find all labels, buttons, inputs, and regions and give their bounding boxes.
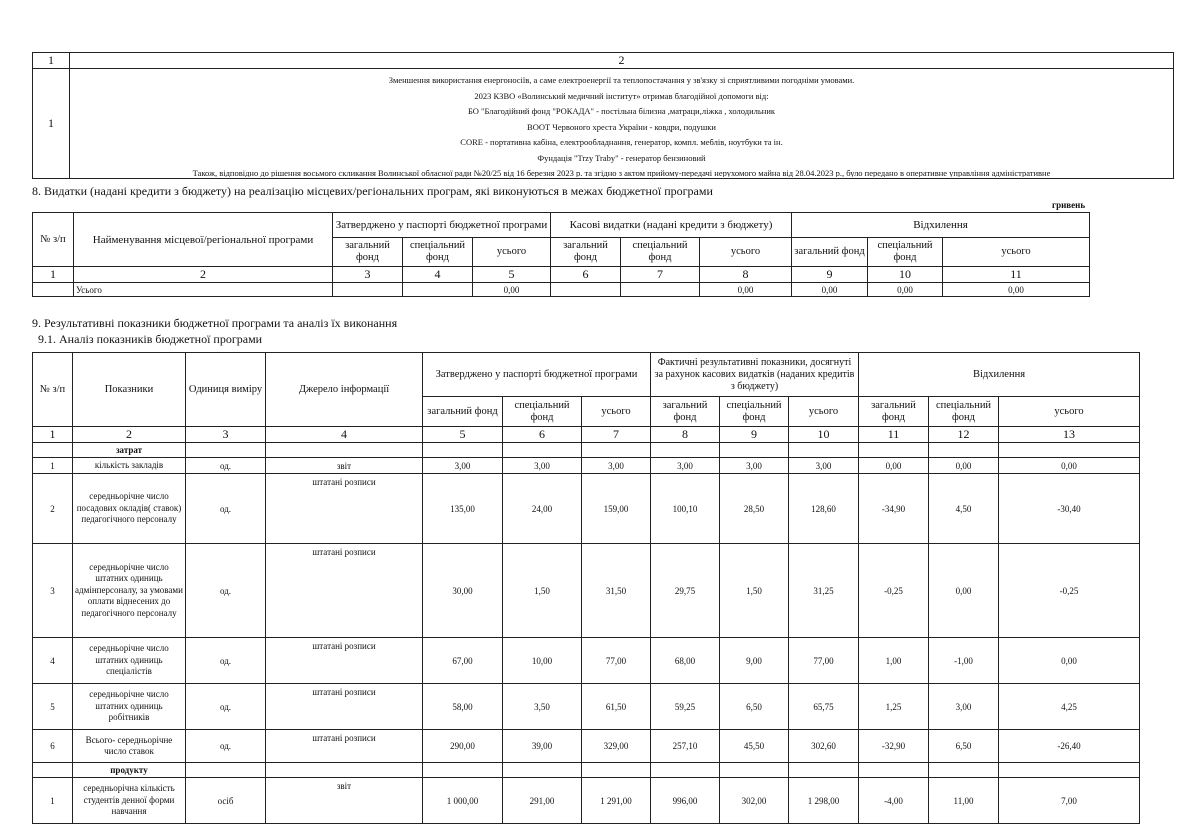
unit-of-measure: од. bbox=[186, 730, 266, 763]
col-number: 8 bbox=[700, 267, 792, 283]
total-cell bbox=[33, 283, 74, 297]
value-cell: 257,10 bbox=[651, 730, 720, 763]
header-special: спеціальний фонд bbox=[868, 238, 943, 267]
header-num: № з/п bbox=[33, 213, 74, 267]
value-cell: -1,00 bbox=[929, 638, 999, 684]
value-cell: 11,00 bbox=[929, 778, 999, 824]
indicator-name: середньорічна кількість студентів денної форми навчання bbox=[73, 778, 186, 824]
col-number: 6 bbox=[551, 267, 621, 283]
header-general: загальний фонд bbox=[333, 238, 403, 267]
col-number-1: 1 bbox=[33, 53, 70, 69]
header-special: спеціальний фонд bbox=[503, 397, 582, 427]
col-number: 7 bbox=[582, 427, 651, 443]
value-cell: 1,00 bbox=[859, 638, 929, 684]
value-cell: 3,00 bbox=[720, 458, 789, 474]
value-cell: 290,00 bbox=[423, 730, 503, 763]
col-number: 7 bbox=[621, 267, 700, 283]
total-cell: 0,00 bbox=[700, 283, 792, 297]
row-number: 4 bbox=[33, 638, 73, 684]
col-number: 12 bbox=[929, 427, 999, 443]
header-general: загальний фонд bbox=[423, 397, 503, 427]
text-line: Фундація "Trzy Traby" - генератор бензиновий bbox=[537, 152, 706, 163]
total-cell bbox=[403, 283, 473, 297]
indicator-name: Всього- середньорічне число ставок bbox=[73, 730, 186, 763]
text-line: CORE - портативна кабіна, електрообладнання, генератор, компл. меблів, ноутбуки та ін. bbox=[460, 137, 783, 147]
indicator-name: середньорічне число посадових окладів( ставок) педагогічного персоналу bbox=[73, 474, 186, 544]
category-row-product bbox=[33, 763, 1140, 778]
section-9-table bbox=[32, 352, 1140, 824]
total-cell: 0,00 bbox=[943, 283, 1090, 297]
value-cell: 100,10 bbox=[651, 474, 720, 544]
value-cell: 9,00 bbox=[720, 638, 789, 684]
header-actual: Фактичні результативні показники, досягнуті за рахунок касових видатків (наданих кредитів з бюджету) bbox=[651, 353, 859, 397]
value-cell: 291,00 bbox=[503, 778, 582, 824]
header-source: Джерело інформації bbox=[266, 353, 423, 427]
col-number: 9 bbox=[792, 267, 868, 283]
value-cell: 31,25 bbox=[789, 544, 859, 638]
category-row-costs bbox=[33, 443, 1140, 458]
col-number: 10 bbox=[868, 267, 943, 283]
section-8-table bbox=[32, 212, 1090, 297]
text-line: БО "Благодійний фонд "РОКАДА" - постільна білизна ,матраци,ліжка , холодильник bbox=[467, 106, 776, 116]
total-cell bbox=[333, 283, 403, 297]
header-special: спеціальний фонд bbox=[621, 238, 700, 267]
total-cell: 0,00 bbox=[473, 283, 551, 297]
value-cell: 996,00 bbox=[651, 778, 720, 824]
text-line: Також, відповідно до рішення восьмого скликання Волинської обласної ради №20/25 від 16 березня 2023 р. та згідно з актом прийому-передачі нерухомого майна від 28.04.2023 р., було передано в оперативне управління адміністративне bbox=[192, 168, 1051, 177]
value-cell: 65,75 bbox=[789, 684, 859, 730]
value-cell: 135,00 bbox=[423, 474, 503, 544]
value-cell: 77,00 bbox=[582, 638, 651, 684]
value-cell: 329,00 bbox=[582, 730, 651, 763]
value-cell: -34,90 bbox=[859, 474, 929, 544]
header-indicator: Показники bbox=[73, 353, 186, 427]
value-cell: 61,50 bbox=[582, 684, 651, 730]
col-number: 1 bbox=[33, 427, 73, 443]
value-cell: 1,50 bbox=[503, 544, 582, 638]
value-cell: 3,00 bbox=[582, 458, 651, 474]
header-total: усього bbox=[582, 397, 651, 427]
info-source: звіт bbox=[266, 778, 423, 824]
col-number: 10 bbox=[789, 427, 859, 443]
info-source: штатані розписи bbox=[266, 544, 423, 638]
total-label: Усього bbox=[74, 283, 333, 297]
info-source: штатані розписи bbox=[266, 638, 423, 684]
value-cell: 3,00 bbox=[929, 684, 999, 730]
header-deviation: Відхилення bbox=[859, 353, 1140, 397]
value-cell: 29,75 bbox=[651, 544, 720, 638]
unit-of-measure: од. bbox=[186, 544, 266, 638]
col-number: 4 bbox=[266, 427, 423, 443]
row-number: 3 bbox=[33, 544, 73, 638]
table-row bbox=[33, 730, 1140, 763]
table-row bbox=[33, 458, 1140, 474]
header-deviation: Відхилення bbox=[792, 213, 1090, 238]
text-line: 2023 КЗВО «Волинський медичний інститут» отримав благодійної допомоги від: bbox=[474, 90, 769, 101]
header-general: загальний фонд bbox=[551, 238, 621, 267]
col-number: 11 bbox=[859, 427, 929, 443]
col-number: 5 bbox=[473, 267, 551, 283]
row-number: 5 bbox=[33, 684, 73, 730]
value-cell: 302,60 bbox=[789, 730, 859, 763]
value-cell: 1,50 bbox=[720, 544, 789, 638]
value-cell: 3,00 bbox=[789, 458, 859, 474]
column-numbers-row bbox=[33, 267, 1090, 283]
header-unit: Одиниця виміру bbox=[186, 353, 266, 427]
col-number: 2 bbox=[74, 267, 333, 283]
category-label: продукту bbox=[73, 763, 186, 778]
table-row bbox=[33, 684, 1140, 730]
unit-of-measure: од. bbox=[186, 458, 266, 474]
value-cell: 10,00 bbox=[503, 638, 582, 684]
value-cell: 77,00 bbox=[789, 638, 859, 684]
value-cell: -26,40 bbox=[999, 730, 1140, 763]
header-general: загальний фонд bbox=[651, 397, 720, 427]
table-row bbox=[33, 638, 1140, 684]
col-number: 3 bbox=[186, 427, 266, 443]
value-cell: 1 291,00 bbox=[582, 778, 651, 824]
value-cell: 3,50 bbox=[503, 684, 582, 730]
table-row bbox=[33, 69, 1174, 179]
text-line: ВООТ Червоного хреста України - ковдри, подушки bbox=[527, 121, 716, 132]
section-8-title: 8. Видатки (надані кредити з бюджету) на реалізацію місцевих/регіональних програм, які виконуються в межах бюджетної програми bbox=[32, 184, 713, 198]
col-number: 6 bbox=[503, 427, 582, 443]
currency-unit: гривень bbox=[1052, 200, 1086, 210]
header-total: усього bbox=[473, 238, 551, 267]
col-number: 2 bbox=[73, 427, 186, 443]
column-numbers-row bbox=[33, 427, 1140, 443]
indicator-name: середньорічне число штатних одиниць спеціалістів bbox=[73, 638, 186, 684]
section-9-title: 9. Результативні показники бюджетної програми та аналіз їх виконання bbox=[32, 316, 398, 330]
value-cell: 59,25 bbox=[651, 684, 720, 730]
row-number: 1 bbox=[33, 458, 73, 474]
value-cell: 58,00 bbox=[423, 684, 503, 730]
value-cell: 45,50 bbox=[720, 730, 789, 763]
table-header-row bbox=[33, 53, 1174, 69]
measures-description bbox=[70, 69, 1174, 179]
header-total: усього bbox=[999, 397, 1140, 427]
header-approved: Затверджено у паспорті бюджетної програми bbox=[333, 213, 551, 238]
col-number: 4 bbox=[403, 267, 473, 283]
header-total: усього bbox=[789, 397, 859, 427]
header-cash: Касові видатки (надані кредити з бюджету) bbox=[551, 213, 792, 238]
unit-of-measure: осіб bbox=[186, 778, 266, 824]
value-cell: 4,50 bbox=[929, 474, 999, 544]
value-cell: 0,00 bbox=[859, 458, 929, 474]
value-cell: 0,00 bbox=[999, 638, 1140, 684]
section-9-1-subtitle: 9.1. Аналіз показників бюджетної програми bbox=[38, 332, 263, 346]
value-cell: 68,00 bbox=[651, 638, 720, 684]
text-line: Зменшення використання енергоносіїв, а саме електроенергії та теплопостачання у зв'язку зі сприятливими погодніми умовами. bbox=[388, 75, 855, 85]
header-special: спеціальний фонд bbox=[720, 397, 789, 427]
header-total: усього bbox=[700, 238, 792, 267]
row-number: 2 bbox=[33, 474, 73, 544]
col-number: 13 bbox=[999, 427, 1140, 443]
col-number-2: 2 bbox=[70, 53, 1174, 69]
value-cell: 30,00 bbox=[423, 544, 503, 638]
header-total: усього bbox=[943, 238, 1090, 267]
col-number: 1 bbox=[33, 267, 74, 283]
header-approved: Затверджено у паспорті бюджетної програми bbox=[423, 353, 651, 397]
value-cell: 3,00 bbox=[423, 458, 503, 474]
header-program-name: Найменування місцевої/регіональної програми bbox=[74, 213, 333, 267]
header-num: № з/п bbox=[33, 353, 73, 427]
indicator-name: середньорічне число штатних одиниць адмінперсоналу, за умовами оплати віднесених до педагогічного персоналу bbox=[73, 544, 186, 638]
value-cell: -30,40 bbox=[999, 474, 1140, 544]
value-cell: 4,25 bbox=[999, 684, 1140, 730]
value-cell: -4,00 bbox=[859, 778, 929, 824]
col-number: 9 bbox=[720, 427, 789, 443]
value-cell: 1 298,00 bbox=[789, 778, 859, 824]
col-number: 8 bbox=[651, 427, 720, 443]
unit-of-measure: од. bbox=[186, 684, 266, 730]
value-cell: 28,50 bbox=[720, 474, 789, 544]
col-number: 3 bbox=[333, 267, 403, 283]
header-special: спеціальний фонд bbox=[929, 397, 999, 427]
info-source: штатані розписи bbox=[266, 730, 423, 763]
table-row bbox=[33, 474, 1140, 544]
table-row bbox=[33, 544, 1140, 638]
value-cell: -0,25 bbox=[999, 544, 1140, 638]
unit-of-measure: од. bbox=[186, 474, 266, 544]
indicator-name: середньорічне число штатних одиниць робітників bbox=[73, 684, 186, 730]
value-cell: 0,00 bbox=[929, 458, 999, 474]
value-cell: 67,00 bbox=[423, 638, 503, 684]
value-cell: 6,50 bbox=[929, 730, 999, 763]
value-cell: 6,50 bbox=[720, 684, 789, 730]
value-cell: 31,50 bbox=[582, 544, 651, 638]
value-cell: 3,00 bbox=[503, 458, 582, 474]
value-cell: 24,00 bbox=[503, 474, 582, 544]
row-number: 1 bbox=[33, 69, 70, 179]
col-number: 5 bbox=[423, 427, 503, 443]
total-cell bbox=[621, 283, 700, 297]
value-cell: 1 000,00 bbox=[423, 778, 503, 824]
value-cell: 159,00 bbox=[582, 474, 651, 544]
info-source: штатані розписи bbox=[266, 684, 423, 730]
value-cell: -32,90 bbox=[859, 730, 929, 763]
value-cell: 39,00 bbox=[503, 730, 582, 763]
value-cell: 128,60 bbox=[789, 474, 859, 544]
value-cell: 302,00 bbox=[720, 778, 789, 824]
table-row bbox=[33, 778, 1140, 824]
info-source: звіт bbox=[266, 458, 423, 474]
total-cell: 0,00 bbox=[868, 283, 943, 297]
value-cell: 0,00 bbox=[929, 544, 999, 638]
total-cell bbox=[551, 283, 621, 297]
indicator-name: кількість закладів bbox=[73, 458, 186, 474]
value-cell: 7,00 bbox=[999, 778, 1140, 824]
unit-of-measure: од. bbox=[186, 638, 266, 684]
header-general: загальний фонд bbox=[792, 238, 868, 267]
measures-table bbox=[32, 52, 1174, 179]
header-general: загальний фонд bbox=[859, 397, 929, 427]
row-number: 1 bbox=[33, 778, 73, 824]
col-number: 11 bbox=[943, 267, 1090, 283]
category-label: затрат bbox=[73, 443, 186, 458]
info-source: штатані розписи bbox=[266, 474, 423, 544]
total-cell: 0,00 bbox=[792, 283, 868, 297]
value-cell: 1,25 bbox=[859, 684, 929, 730]
value-cell: -0,25 bbox=[859, 544, 929, 638]
row-number: 6 bbox=[33, 730, 73, 763]
value-cell: 0,00 bbox=[999, 458, 1140, 474]
header-special: спеціальний фонд bbox=[403, 238, 473, 267]
total-row bbox=[33, 283, 1090, 297]
value-cell: 3,00 bbox=[651, 458, 720, 474]
